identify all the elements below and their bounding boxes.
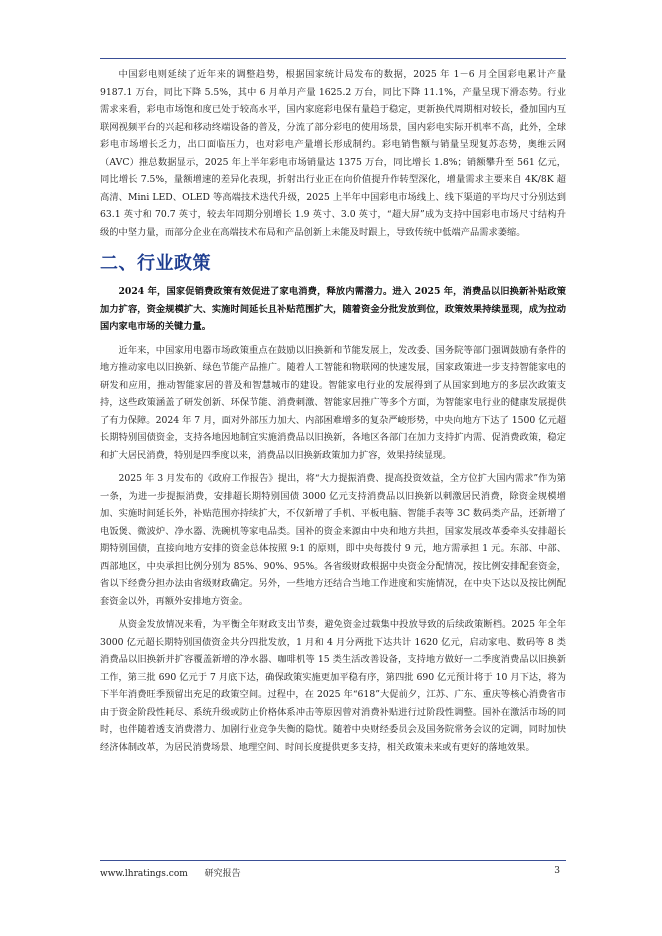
paragraph-policy-summary: 2024 年，国家促销费政策有效促进了家电消费，释放内需潜力。进入 2025 年，消费品以旧换新补贴政策加力扩容，资金规模扩大、实施时间延长且补贴范围扩大，随着资金分批发放到位，政策效果持续显现，成为拉动国内家电市场的关键力量。 — [100, 286, 566, 332]
footer-rule — [100, 860, 566, 861]
paragraph-fund-distribution: 从资金发放情况来看，为平衡全年财政支出节奏，避免资金过载集中投放导致的后续政策断档。2025 年全年 3000 亿元超长期特别国债资金共分四批发放，1 月和 4 月分两批下达共计 1620 亿元，启动家电、数码等 8 类消费品以旧换新并扩容覆盖新增的净水器、咖啡机等 15 类生活改善设备，支持地方做好一二季度消费品以旧换新工作，第三批 690 亿元于 7 月底下达，确保政策实施更加平稳有序，第四批 690 亿元预计将于 10 月下达，将为下半年消费旺季预留出充足的政策空间。过程中，在 2025 年“618”大促前夕，江苏、广东、重庆等核心消费省市由于资金阶段性耗尽、系统升级或防止价格体系冲击等原因曾对消费补贴进行过阶段性调整。国补在激活市场的同时，也伴随着透支消费潜力、加剧行业竞争失衡的隐忧。随着中央财经委员会及国务院常务会议的定调，同时加快经济体制改革，为居民消费场景、地理空间、时间长度提供更多支持，相关政策未来或有更好的落地效果。 — [100, 619, 566, 753]
page-number: 3 — [554, 866, 560, 876]
paragraph-tv-industry: 中国彩电则延续了近年来的调整趋势，根据国家统计局发布的数据，2025 年 1－6 月全国彩电累计产量 9187.1 万台，同比下降 5.5%，其中 6 月单月产量 1625.2 万台，同比下降 11.1%，产量呈现下滑态势。行业需求来看，彩电市场饱和度已处于较高水平，国内家庭彩电保有量趋于稳定，更新换代周期相对较长，叠加国内互联网视频平台的兴起和移动终端设备的普及，分流了部分彩电的使用场景，国内彩电实际开机率不高，此外，全球彩电市场增长乏力，出口面临压力，也对彩电产量增长形成制约。彩电销售额与销量呈现复苏态势，奥维云网（AVC）推总数据显示，2025 年上半年彩电市场销量达 1375 万台，同比增长 1.8%；销额攀升至 561 亿元，同比增长 7.5%，量额增速的差异化表现，折射出行业正在向价值提升作转型深化，增量需求主要来自 4K/8K 超高清、Mini LED、OLED 等高端技术迭代升级，2025 上半年中国彩电市场线上、线下渠道的平均尺寸分别达到 63.1 英寸和 70.7 英寸，较去年同期分别增长 1.9 英寸、3.0 英寸，“超大屏”成为支持中国彩电市场尺寸结构升级的中坚力量，而部分企业在高端技术布局和产品创新上未能及时跟上，导致传统中低端产品需求萎缩。 — [100, 69, 566, 238]
footer-website[interactable]: www.lhratings.com — [100, 869, 188, 879]
header-rule — [100, 58, 566, 59]
page-footer — [100, 866, 566, 879]
paragraph-government-report: 2025 年 3 月发布的《政府工作报告》提出，将“大力提振消费、提高投资效益，全方位扩大国内需求”作为第一条，为进一步提振消费，安排超长期特别国债 3000 亿元支持消费品以旧换新以刺激居民消费，除资金规模增加、实施时间延长外，补贴范围亦持续扩大，不仅新增了手机、平板电脑、智能手表等 3C 数码类产品，还新增了电饭煲、微波炉、净水器、洗碗机等家电品类。国补的资金来源由中央和地方共担，国家发展改革委牵头安排超长期特别国债，直接向地方安排的资金总体按照 9:1 的原则，即中央每拨付 9 元，地方需承担 1 元。东部、中部、西部地区，中央承担比例分别为 85%、90%、95%。各省级财政根据中央资金分配情况，按比例安排配套资金，省以下经费分担办法由省级财政确定。另外，一些地方还结合当地工作进度和实施情况，在中央下达以及按比例配套资金以外，再额外安排地方资金。 — [100, 473, 566, 607]
footer-report-type: 研究报告 — [204, 869, 241, 879]
paragraph-policy-background: 近年来，中国家用电器市场政策重点在鼓励以旧换新和节能发展上，发改委、国务院等部门强调鼓励有条件的地方推动家电以旧换新、绿色节能产品推广。随着人工智能和物联网的快速发展，国家政策进一步支持智能家电的研发和应用，推动智能家居的普及和智慧城市的建设。智能家电行业的发展得到了从国家到地方的多层次政策支持，这些政策涵盖了研发创新、环保节能、消费刺激、智能家居推广等多个方面，为智能家电行业的健康发展提供了有力保障。2024 年 7 月，面对外部压力加大、内部困难增多的复杂严峻形势，中央向地方下达了 1500 亿元超长期特别国债资金，支持各地因地制宜实施消费品以旧换新，各地区各部门在加力支持扩内需、促消费政策，稳定和扩大居民消费，特别是四季度以来，消费品以旧换新政策加力扩容，效果持续显现。 — [100, 344, 566, 461]
page-body — [100, 66, 566, 762]
section-title: 二、行业政策 — [100, 253, 211, 274]
